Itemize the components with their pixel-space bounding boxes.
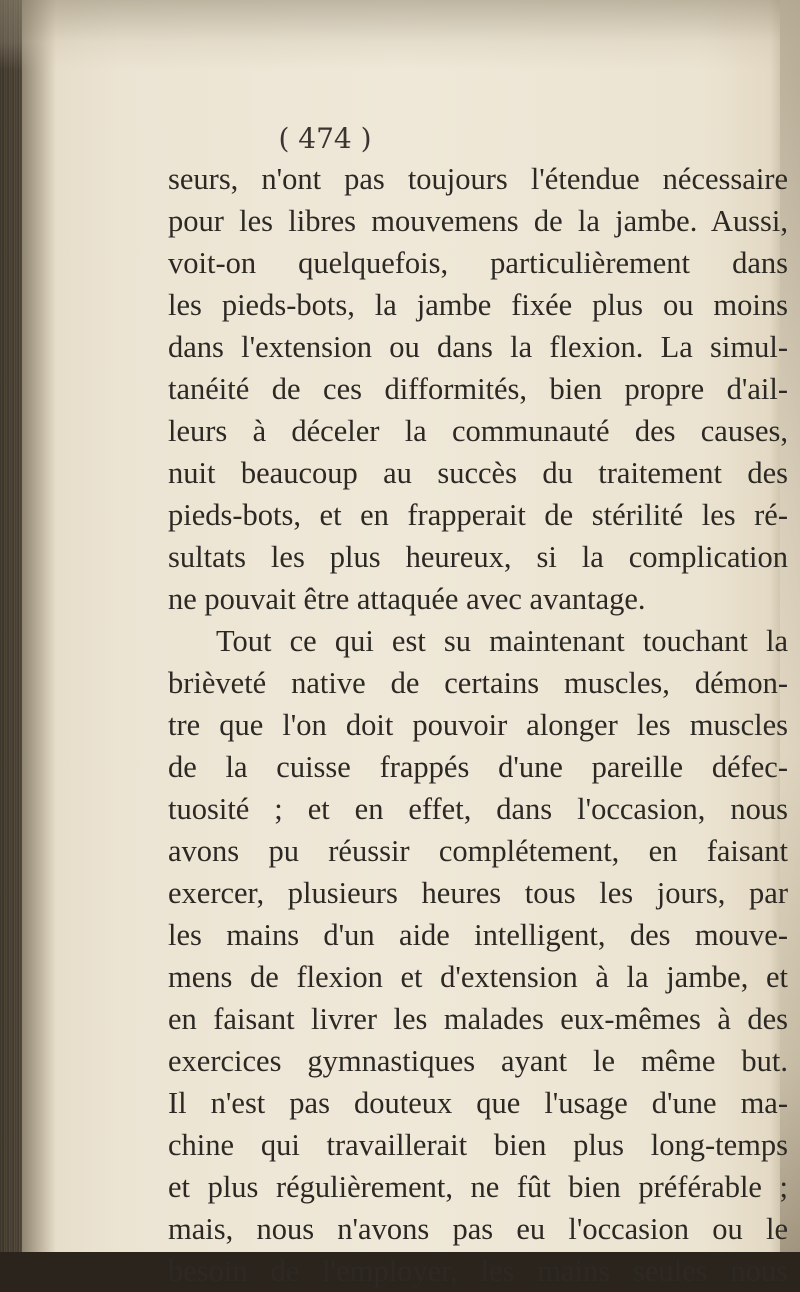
text-line: avons pu réussir complétement, en faisant xyxy=(168,834,788,868)
text-line: dans l'extension ou dans la flexion. La simul- xyxy=(168,330,788,364)
text-line: exercer, plusieurs heures tous les jours, par xyxy=(168,876,788,910)
text-line: tre que l'on doit pouvoir alonger les muscles xyxy=(168,708,788,742)
text-line: seurs, n'ont pas toujours l'étendue nécessaire xyxy=(168,162,788,196)
text-line: de la cuisse frappés d'une pareille défec- xyxy=(168,750,788,784)
text-line: besoin de l'employer, les mains seules nous xyxy=(168,1254,788,1288)
text-line: mens de flexion et d'extension à la jambe, et xyxy=(168,960,788,994)
text-line: Il n'est pas douteux que l'usage d'une ma- xyxy=(168,1086,788,1120)
text-line: tanéité de ces difformités, bien propre d'ail- xyxy=(168,372,788,406)
binding-edge xyxy=(0,0,22,1252)
text-line: les pieds-bots, la jambe fixée plus ou moins xyxy=(168,288,788,322)
text-line: nuit beaucoup au succès du traitement des xyxy=(168,456,788,490)
page-top-shadow xyxy=(0,0,800,70)
body-text xyxy=(168,158,788,1292)
text-line: et plus régulièrement, ne fût bien préférable ; xyxy=(168,1170,788,1204)
text-line: brièveté native de certains muscles, démon- xyxy=(168,666,788,700)
page-number: ( 474 ) xyxy=(278,122,372,155)
paragraph-start-line: Tout ce qui est su maintenant touchant la xyxy=(216,624,788,658)
text-line: les mains d'un aide intelligent, des mouve- xyxy=(168,918,788,952)
text-line: exercices gymnastiques ayant le même but. xyxy=(168,1044,788,1078)
text-line: pieds-bots, et en frapperait de stérilité les ré- xyxy=(168,498,788,532)
text-line: pour les libres mouvemens de la jambe. Aussi, xyxy=(168,204,788,238)
text-line: chine qui travaillerait bien plus long-temps xyxy=(168,1128,788,1162)
text-line: voit-on quelquefois, particulièrement dans xyxy=(168,246,788,280)
text-line: sultats les plus heureux, si la complication xyxy=(168,540,788,574)
text-line: en faisant livrer les malades eux-mêmes à des xyxy=(168,1002,788,1036)
paragraph-end-line: ne pouvait être attaquée avec avantage. xyxy=(168,582,646,616)
text-line: leurs à déceler la communauté des causes, xyxy=(168,414,788,448)
text-line: tuosité ; et en effet, dans l'occasion, nous xyxy=(168,792,788,826)
text-line: mais, nous n'avons pas eu l'occasion ou le xyxy=(168,1212,788,1246)
